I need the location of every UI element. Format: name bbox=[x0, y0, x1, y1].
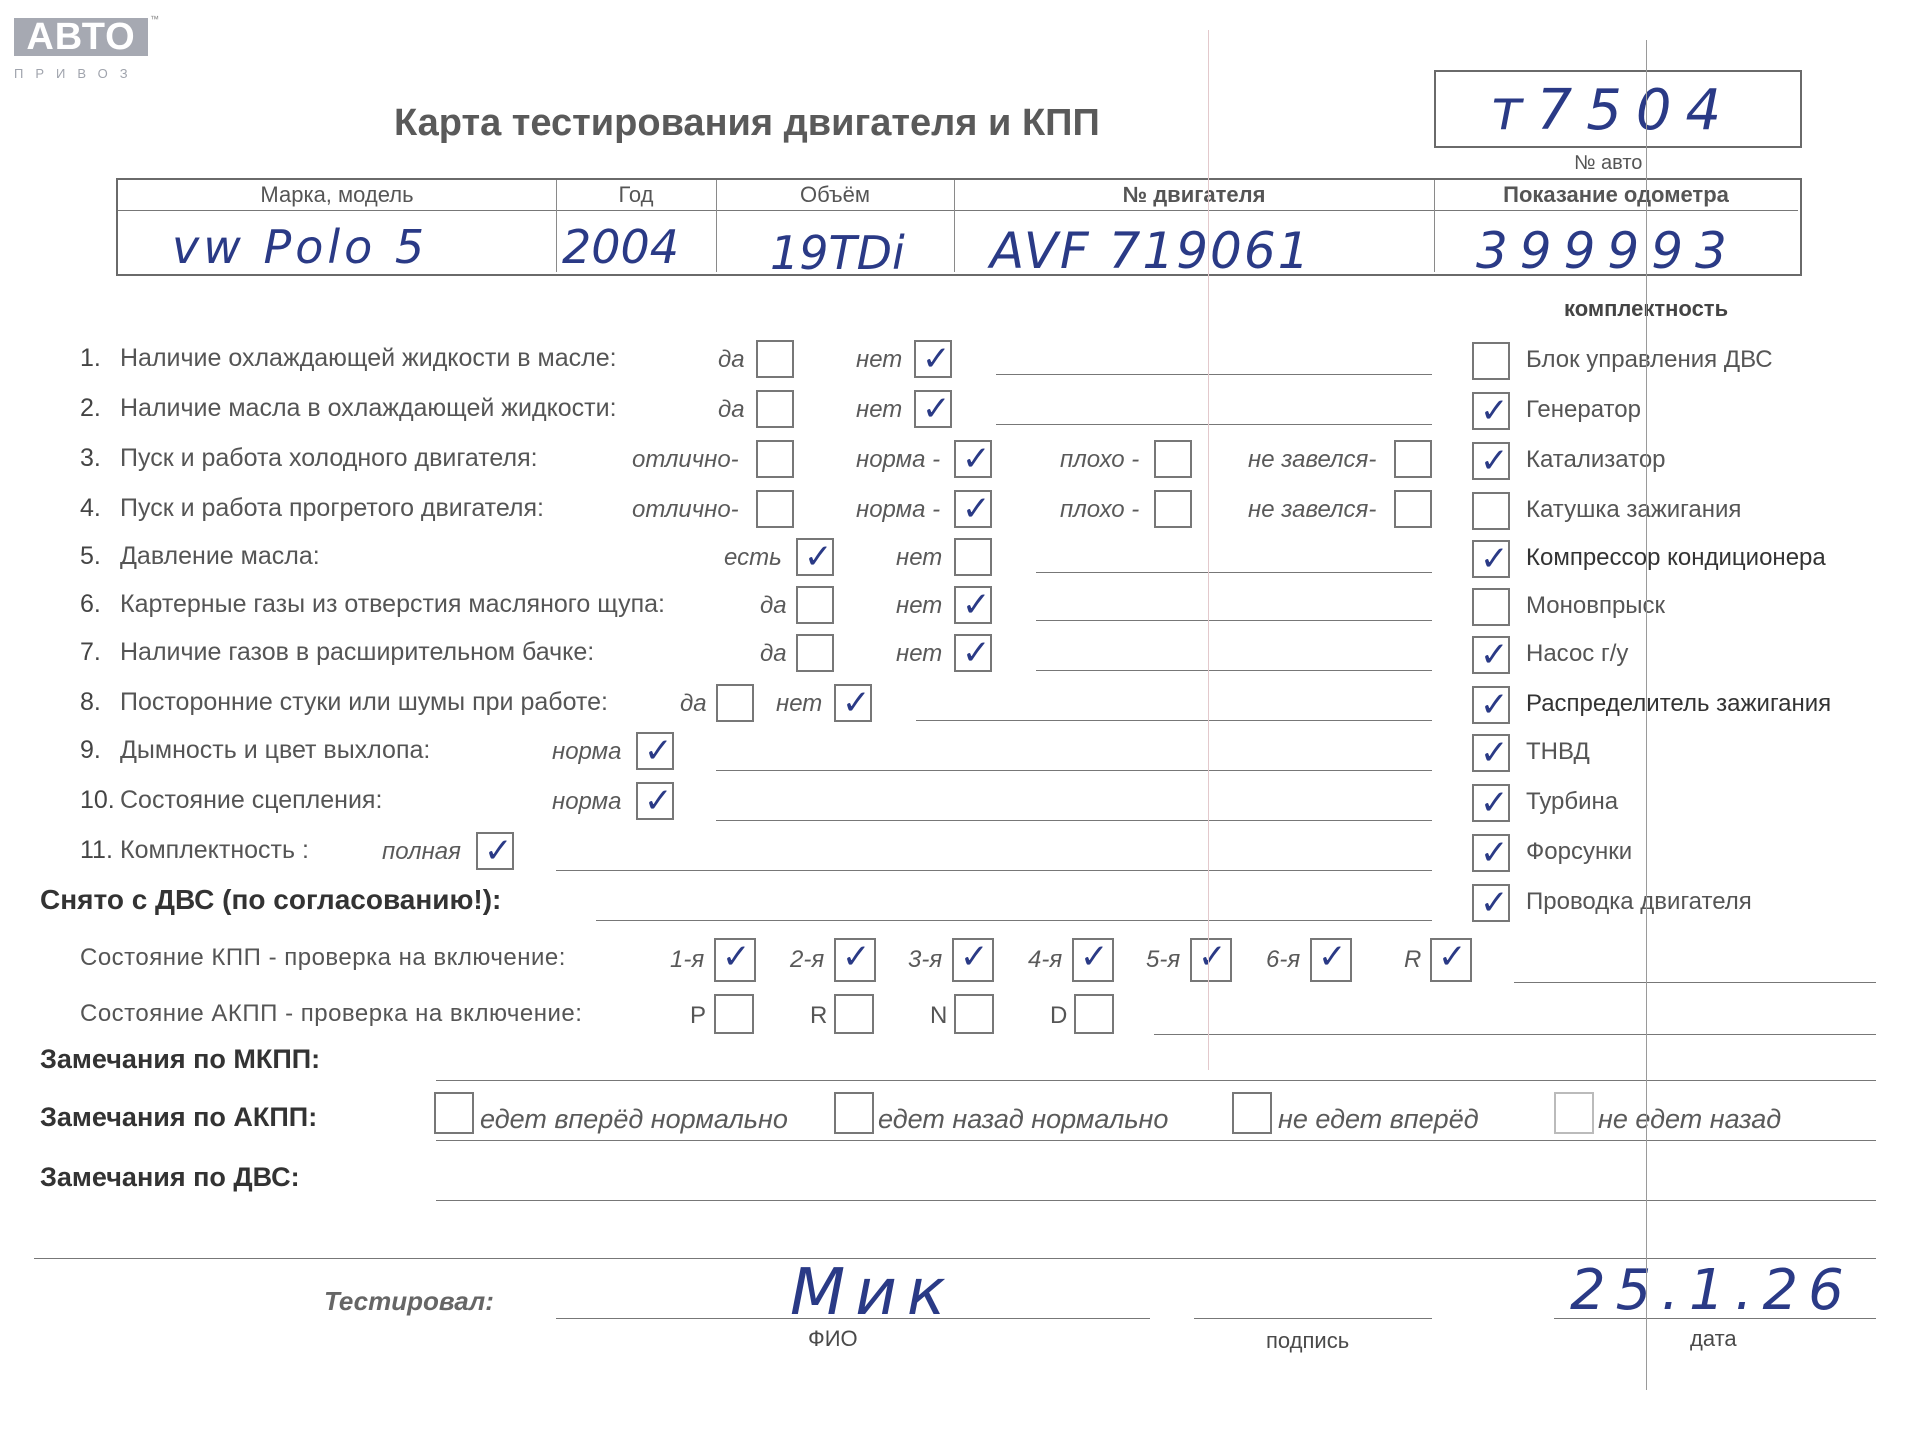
auto-number-value: т7504 bbox=[1490, 78, 1736, 143]
check-mark: ✓ bbox=[644, 781, 673, 821]
checkbox-q6-net[interactable] bbox=[954, 586, 992, 624]
question-11: 11. Комплектность : bbox=[80, 836, 309, 864]
option-norma: норма bbox=[552, 738, 622, 765]
header-col-volume: Объём bbox=[799, 182, 871, 207]
kpp-gear-label: 6-я bbox=[1266, 946, 1301, 973]
header-col-odometer: Показание одометра bbox=[1503, 182, 1729, 207]
completeness-checkbox[interactable] bbox=[1472, 636, 1510, 674]
option-da: да bbox=[760, 640, 787, 667]
checkbox-kpp-gear[interactable] bbox=[952, 938, 994, 982]
fio-label: ФИО bbox=[808, 1326, 858, 1351]
checkbox-q3-otlichno[interactable] bbox=[756, 440, 794, 478]
option-da: да bbox=[718, 396, 745, 423]
kpp-gear-label: 3-я bbox=[908, 946, 943, 973]
check-mark: ✓ bbox=[1480, 883, 1509, 923]
checkbox-q4-otlichno[interactable] bbox=[756, 490, 794, 528]
check-mark: ✓ bbox=[722, 937, 751, 977]
completeness-item-label: Катализатор bbox=[1526, 446, 1666, 473]
completeness-checkbox[interactable] bbox=[1472, 784, 1510, 822]
completeness-title: комплектность bbox=[1564, 296, 1729, 321]
auto-number-label: № авто bbox=[1574, 152, 1643, 174]
completeness-checkbox[interactable] bbox=[1472, 492, 1510, 530]
q8-comment-line bbox=[916, 720, 1432, 721]
brand-model-value: vw Polo 5 bbox=[172, 220, 429, 274]
akpp-mode-label: R bbox=[810, 1002, 828, 1029]
option-norma: норма - bbox=[856, 496, 941, 523]
check-mark: ✓ bbox=[644, 731, 673, 771]
checkbox-akpp-mode[interactable] bbox=[954, 994, 994, 1034]
checkbox-akpp-forward-ok[interactable] bbox=[434, 1092, 474, 1134]
q10-comment-line bbox=[716, 820, 1432, 821]
scan-fold-line bbox=[1646, 40, 1647, 1390]
question-7: 7. Наличие газов в расширительном бачке: bbox=[80, 638, 595, 666]
completeness-item-label: Катушка зажигания bbox=[1526, 496, 1742, 523]
checkbox-q2-net[interactable] bbox=[914, 390, 952, 428]
kpp-gear-label: 1-я bbox=[670, 946, 705, 973]
completeness-item-label: Генератор bbox=[1526, 396, 1641, 423]
completeness-item-label: Моновпрыск bbox=[1526, 592, 1666, 619]
check-mark: ✓ bbox=[804, 537, 833, 577]
fio-line bbox=[556, 1318, 1150, 1319]
option-ploho: плохо - bbox=[1060, 496, 1140, 523]
checkbox-kpp-gear[interactable] bbox=[1190, 938, 1232, 982]
checkbox-q8-net[interactable] bbox=[834, 684, 872, 722]
check-mark: ✓ bbox=[962, 489, 991, 529]
completeness-item-label: Блок управления ДВС bbox=[1526, 346, 1773, 373]
checkbox-q7-net[interactable] bbox=[954, 634, 992, 672]
check-mark: ✓ bbox=[1480, 685, 1509, 725]
scan-fold-line-faint bbox=[1208, 30, 1209, 1070]
date-value: 25.1.26 bbox=[1570, 1258, 1854, 1323]
checkbox-q4-ne-zavelsya[interactable] bbox=[1394, 490, 1432, 528]
signature-label: подпись bbox=[1266, 1328, 1350, 1353]
checkbox-akpp-mode[interactable] bbox=[834, 994, 874, 1034]
completeness-item-label: Проводка двигателя bbox=[1526, 888, 1752, 915]
completeness-item-label: Распределитель зажигания bbox=[1526, 690, 1832, 717]
checkbox-q1-da[interactable] bbox=[756, 340, 794, 378]
checkbox-akpp-no-forward[interactable] bbox=[1232, 1092, 1272, 1134]
question-3: 3. Пуск и работа холодного двигателя: bbox=[80, 444, 538, 472]
completeness-checkbox[interactable] bbox=[1472, 442, 1510, 480]
checkbox-akpp-mode[interactable] bbox=[1074, 994, 1114, 1034]
removed-engine-label: Снято с ДВС (по согласованию!): bbox=[40, 884, 502, 915]
question-5: 5. Давление масла: bbox=[80, 542, 320, 570]
logo-subtitle: ПРИВОЗ bbox=[14, 66, 140, 81]
question-10: 10. Состояние сцепления: bbox=[80, 786, 383, 814]
checkbox-kpp-gear[interactable] bbox=[1310, 938, 1352, 982]
check-mark: ✓ bbox=[1480, 391, 1509, 431]
completeness-item-label: Турбина bbox=[1526, 788, 1619, 815]
checkbox-q6-da[interactable] bbox=[796, 586, 834, 624]
checkbox-q5-net[interactable] bbox=[954, 538, 992, 576]
check-mark: ✓ bbox=[1080, 937, 1109, 977]
question-4: 4. Пуск и работа прогретого двигателя: bbox=[80, 494, 544, 522]
header-col-year: Год bbox=[618, 182, 654, 207]
akpp-option-no-backward: не едет назад bbox=[1598, 1104, 1782, 1134]
completeness-checkbox[interactable] bbox=[1472, 540, 1510, 578]
removed-engine-line bbox=[596, 920, 1432, 921]
checkbox-q1-net[interactable] bbox=[914, 340, 952, 378]
checkbox-q10-norma[interactable] bbox=[636, 782, 674, 820]
checkbox-akpp-mode[interactable] bbox=[714, 994, 754, 1034]
header-divider bbox=[118, 210, 1798, 211]
checkbox-q9-norma[interactable] bbox=[636, 732, 674, 770]
question-1: 1. Наличие охлаждающей жидкости в масле: bbox=[80, 344, 617, 372]
kpp-gear-label: 2-я bbox=[790, 946, 825, 973]
date-label: дата bbox=[1690, 1326, 1737, 1351]
question-9: 9. Дымность и цвет выхлопа: bbox=[80, 736, 431, 764]
kpp-label: Состояние КПП - проверка на включение: bbox=[80, 944, 566, 971]
akpp-mode-label: P bbox=[690, 1002, 707, 1029]
option-ne-zavelsya: не завелся- bbox=[1248, 496, 1377, 523]
check-mark: ✓ bbox=[922, 389, 951, 429]
akpp-option-backward-ok: едет назад нормально bbox=[878, 1104, 1169, 1134]
kpp-gear-label: R bbox=[1404, 946, 1422, 973]
q2-comment-line bbox=[996, 424, 1432, 425]
q6-comment-line bbox=[1036, 620, 1432, 621]
signature-line bbox=[1194, 1318, 1432, 1319]
check-mark: ✓ bbox=[1480, 783, 1509, 823]
checkbox-kpp-gear[interactable] bbox=[714, 938, 756, 982]
volume-value: 19TDi bbox=[770, 226, 905, 280]
completeness-checkbox[interactable] bbox=[1472, 884, 1510, 922]
check-mark: ✓ bbox=[962, 585, 991, 625]
question-2: 2. Наличие масла в охлаждающей жидкости: bbox=[80, 394, 617, 422]
completeness-checkbox[interactable] bbox=[1472, 686, 1510, 724]
akpp-mode-label: N bbox=[930, 1002, 948, 1029]
checkbox-q8-da[interactable] bbox=[716, 684, 754, 722]
completeness-checkbox[interactable] bbox=[1472, 834, 1510, 872]
option-ploho: плохо - bbox=[1060, 446, 1140, 473]
checkbox-q4-ploho[interactable] bbox=[1154, 490, 1192, 528]
header-col-brand: Марка, модель bbox=[260, 182, 414, 207]
remarks-akpp-line bbox=[436, 1140, 1876, 1141]
checkbox-kpp-gear[interactable] bbox=[1072, 938, 1114, 982]
akpp-label: Состояние АКПП - проверка на включение: bbox=[80, 1000, 583, 1027]
remarks-akpp-label: Замечания по АКПП: bbox=[40, 1102, 318, 1132]
option-net: нет bbox=[856, 346, 903, 373]
option-otlichno: отлично- bbox=[632, 496, 739, 523]
checkbox-akpp-no-backward[interactable] bbox=[1554, 1092, 1594, 1134]
check-mark: ✓ bbox=[1480, 733, 1509, 773]
akpp-mode-label: D bbox=[1050, 1002, 1068, 1029]
q1-comment-line bbox=[996, 374, 1432, 375]
completeness-checkbox[interactable] bbox=[1472, 392, 1510, 430]
logo: АВТО bbox=[14, 18, 148, 56]
akpp-comment-line bbox=[1154, 1034, 1876, 1035]
akpp-option-forward-ok: едет вперёд нормально bbox=[480, 1104, 788, 1134]
checkbox-q5-est[interactable] bbox=[796, 538, 834, 576]
option-net: нет bbox=[896, 544, 943, 571]
completeness-checkbox[interactable] bbox=[1472, 588, 1510, 626]
date-line bbox=[1554, 1318, 1876, 1319]
check-mark: ✓ bbox=[962, 633, 991, 673]
option-da: да bbox=[680, 690, 707, 717]
check-mark: ✓ bbox=[1198, 937, 1227, 977]
tester-name-value: Мик bbox=[790, 1256, 956, 1330]
q9-comment-line bbox=[716, 770, 1432, 771]
option-otlichno: отлично- bbox=[632, 446, 739, 473]
question-8: 8. Посторонние стуки или шумы при работе: bbox=[80, 688, 608, 716]
kpp-comment-line bbox=[1514, 982, 1876, 983]
completeness-item-label: Компрессор кондиционера bbox=[1526, 544, 1826, 571]
checkbox-kpp-gear[interactable] bbox=[834, 938, 876, 982]
option-net: нет bbox=[896, 592, 943, 619]
option-da: да bbox=[760, 592, 787, 619]
completeness-item-label: Форсунки bbox=[1526, 838, 1633, 865]
check-mark: ✓ bbox=[484, 831, 513, 871]
question-6: 6. Картерные газы из отверстия масляного щупа: bbox=[80, 590, 665, 618]
completeness-checkbox[interactable] bbox=[1472, 734, 1510, 772]
check-mark: ✓ bbox=[1480, 539, 1509, 579]
checkbox-q11-polnaya[interactable] bbox=[476, 832, 514, 870]
odometer-value: 399993 bbox=[1476, 222, 1739, 280]
completeness-item-label: ТНВД bbox=[1526, 738, 1590, 765]
check-mark: ✓ bbox=[922, 339, 951, 379]
option-norma: норма - bbox=[856, 446, 941, 473]
q11-comment-line bbox=[556, 870, 1432, 871]
checkbox-kpp-gear[interactable] bbox=[1430, 938, 1472, 982]
option-norma: норма bbox=[552, 788, 622, 815]
option-net: нет bbox=[896, 640, 943, 667]
engine-number-value: AVF 719061 bbox=[990, 222, 1312, 280]
kpp-gear-label: 4-я bbox=[1028, 946, 1063, 973]
option-ne-zavelsya: не завелся- bbox=[1248, 446, 1377, 473]
checkbox-q4-norma[interactable] bbox=[954, 490, 992, 528]
check-mark: ✓ bbox=[962, 439, 991, 479]
page-title: Карта тестирования двигателя и КПП bbox=[394, 102, 1100, 144]
option-net: нет bbox=[856, 396, 903, 423]
remarks-mkpp-label: Замечания по МКПП: bbox=[40, 1044, 321, 1074]
check-mark: ✓ bbox=[1318, 937, 1347, 977]
checkbox-q3-norma[interactable] bbox=[954, 440, 992, 478]
checkbox-q3-ne-zavelsya[interactable] bbox=[1394, 440, 1432, 478]
check-mark: ✓ bbox=[1438, 937, 1467, 977]
tested-by-label: Тестировал: bbox=[324, 1286, 494, 1316]
check-mark: ✓ bbox=[842, 683, 871, 723]
checkbox-q7-da[interactable] bbox=[796, 634, 834, 672]
header-col-engine-no: № двигателя bbox=[1122, 182, 1266, 207]
logo-trademark: ™ bbox=[150, 14, 159, 24]
option-est: есть bbox=[724, 544, 782, 571]
year-value: 2004 bbox=[562, 220, 680, 274]
checkbox-q3-ploho[interactable] bbox=[1154, 440, 1192, 478]
check-mark: ✓ bbox=[842, 937, 871, 977]
kpp-gear-label: 5-я bbox=[1146, 946, 1181, 973]
check-mark: ✓ bbox=[1480, 833, 1509, 873]
q5-comment-line bbox=[1036, 572, 1432, 573]
check-mark: ✓ bbox=[1480, 635, 1509, 675]
q7-comment-line bbox=[1036, 670, 1432, 671]
checkbox-akpp-backward-ok[interactable] bbox=[834, 1092, 874, 1134]
akpp-option-no-forward: не едет вперёд bbox=[1278, 1104, 1479, 1134]
checkbox-q2-da[interactable] bbox=[756, 390, 794, 428]
remarks-dvs-label: Замечания по ДВС: bbox=[40, 1162, 300, 1192]
option-polnaya: полная bbox=[382, 838, 461, 865]
remarks-dvs-line bbox=[436, 1200, 1876, 1201]
remarks-mkpp-line bbox=[436, 1080, 1876, 1081]
option-da: да bbox=[718, 346, 745, 373]
completeness-item-label: Насос г/у bbox=[1526, 640, 1629, 667]
check-mark: ✓ bbox=[960, 937, 989, 977]
option-net: нет bbox=[776, 690, 823, 717]
completeness-checkbox[interactable] bbox=[1472, 342, 1510, 380]
check-mark: ✓ bbox=[1480, 441, 1509, 481]
